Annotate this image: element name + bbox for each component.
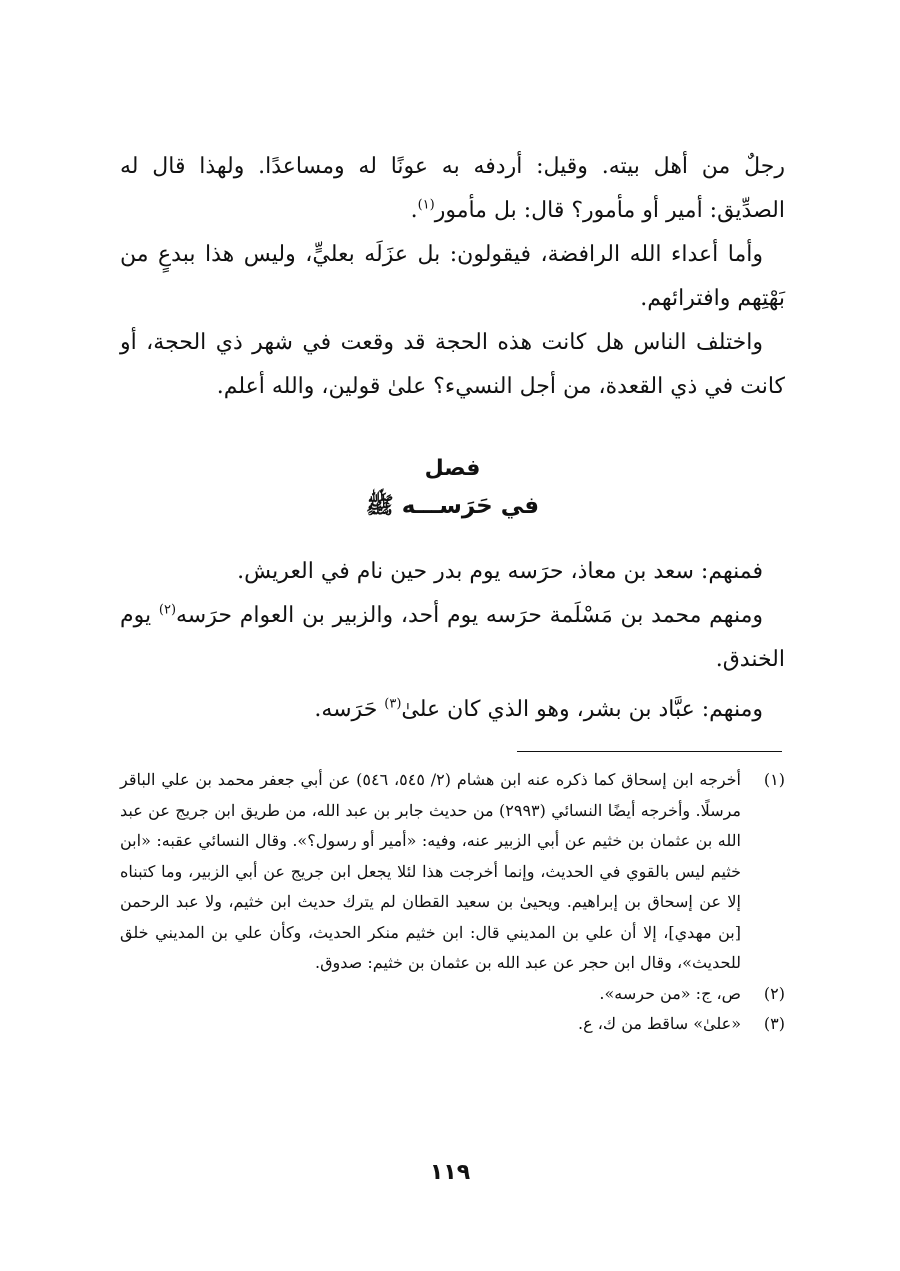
paragraph bbox=[120, 594, 785, 682]
paragraph-text: ومنهم: عبَّاد بن بشر، وهو الذي كان علىٰ bbox=[401, 697, 763, 722]
paragraph-text: رجلٌ من أهل بيته. وقيل: أردفه به عونًا له ومساعدًا. ولهذا قال له الصدِّيق: أمير أو مأمور؟ قال: بل مأمور bbox=[120, 154, 785, 223]
page-number: ١١٩ bbox=[429, 1160, 471, 1185]
footnote-number: (١) bbox=[763, 770, 785, 789]
footnote-text: «علىٰ» ساقط من ك، ع. bbox=[578, 1014, 741, 1033]
footnote-ref: (٣) bbox=[384, 696, 402, 712]
footnote-number: (٣) bbox=[763, 1014, 785, 1033]
paragraph-text-end: يوم الخندق. bbox=[120, 603, 785, 672]
paragraph-text-end: حَرَسه. bbox=[314, 697, 385, 722]
section-subtitle: في حَرَســـه ﷺ bbox=[365, 493, 540, 519]
main-text-bottom bbox=[120, 550, 785, 732]
footnote-divider bbox=[517, 751, 782, 752]
footnote-ref: (٢) bbox=[158, 602, 177, 618]
footnotes bbox=[120, 765, 785, 1040]
footnote bbox=[120, 765, 785, 979]
paragraph-text-end: . bbox=[410, 198, 418, 223]
footnote-text: ص، ج: «من حرسه». bbox=[599, 983, 741, 1003]
paragraph: وأما أعداء الله الرافضة، فيقولون: بل عزَلَه بعليٍّ، وليس هذا ببدعٍ من بَهْتِهم وافترائهم. bbox=[120, 242, 785, 311]
section-heading bbox=[120, 452, 785, 526]
footnote bbox=[120, 979, 785, 1010]
paragraph-text: ومنهم محمد بن مَسْلَمة حرَسه يوم أحد، والزبير بن العوام حرَسه bbox=[176, 603, 763, 628]
paragraph: واختلف الناس هل كانت هذه الحجة قد وقعت في شهر ذي الحجة، أو كانت في ذي القعدة، من أجل النسيء؟ علىٰ قولين، والله أعلم. bbox=[120, 330, 785, 399]
paragraph bbox=[120, 145, 785, 233]
footnote bbox=[120, 1009, 785, 1040]
footnote-ref: (١) bbox=[417, 197, 435, 213]
paragraph bbox=[120, 688, 785, 732]
paragraph: فمنهم: سعد بن معاذ، حرَسه يوم بدر حين نام في العريش. bbox=[237, 559, 763, 584]
main-text-top bbox=[120, 145, 785, 409]
section-title: فصل bbox=[424, 456, 481, 481]
footnote-text: أخرجه ابن إسحاق كما ذكره عنه ابن هشام (٢/ ٥٤٥، ٥٤٦) عن أبي جعفر محمد بن علي الباقر مرسلًا. وأخرجه أيضًا النسائي (٢٩٩٣) من حديث جابر بن عبد الله، من طريق ابن جريج عن عبد الله بن عثمان بن خثيم عن أبي الزبير عنه، وفيه: «أمير أو رسول؟». وقال النسائي عقبه: «ابن خثيم ليس بالقوي في الحديث، وإنما أخرجت هذا لئلا يجعل ابن جريج عن أبي الزبير، وما كتبناه إلا عن إسحاق بن إبراهيم. ويحيىٰ بن سعيد القطان لم يترك حديث ابن خثيم، ولا عبد الرحمن [بن مهدي]، إلا أن علي بن المديني قال: ابن خثيم منكر الحديث، وكأن علي بن المديني خلق للحديث»، وقال ابن حجر عن عبد الله بن عثمان بن خثيم: صدوق. bbox=[120, 770, 741, 972]
footnote-number: (٢) bbox=[763, 983, 785, 1003]
